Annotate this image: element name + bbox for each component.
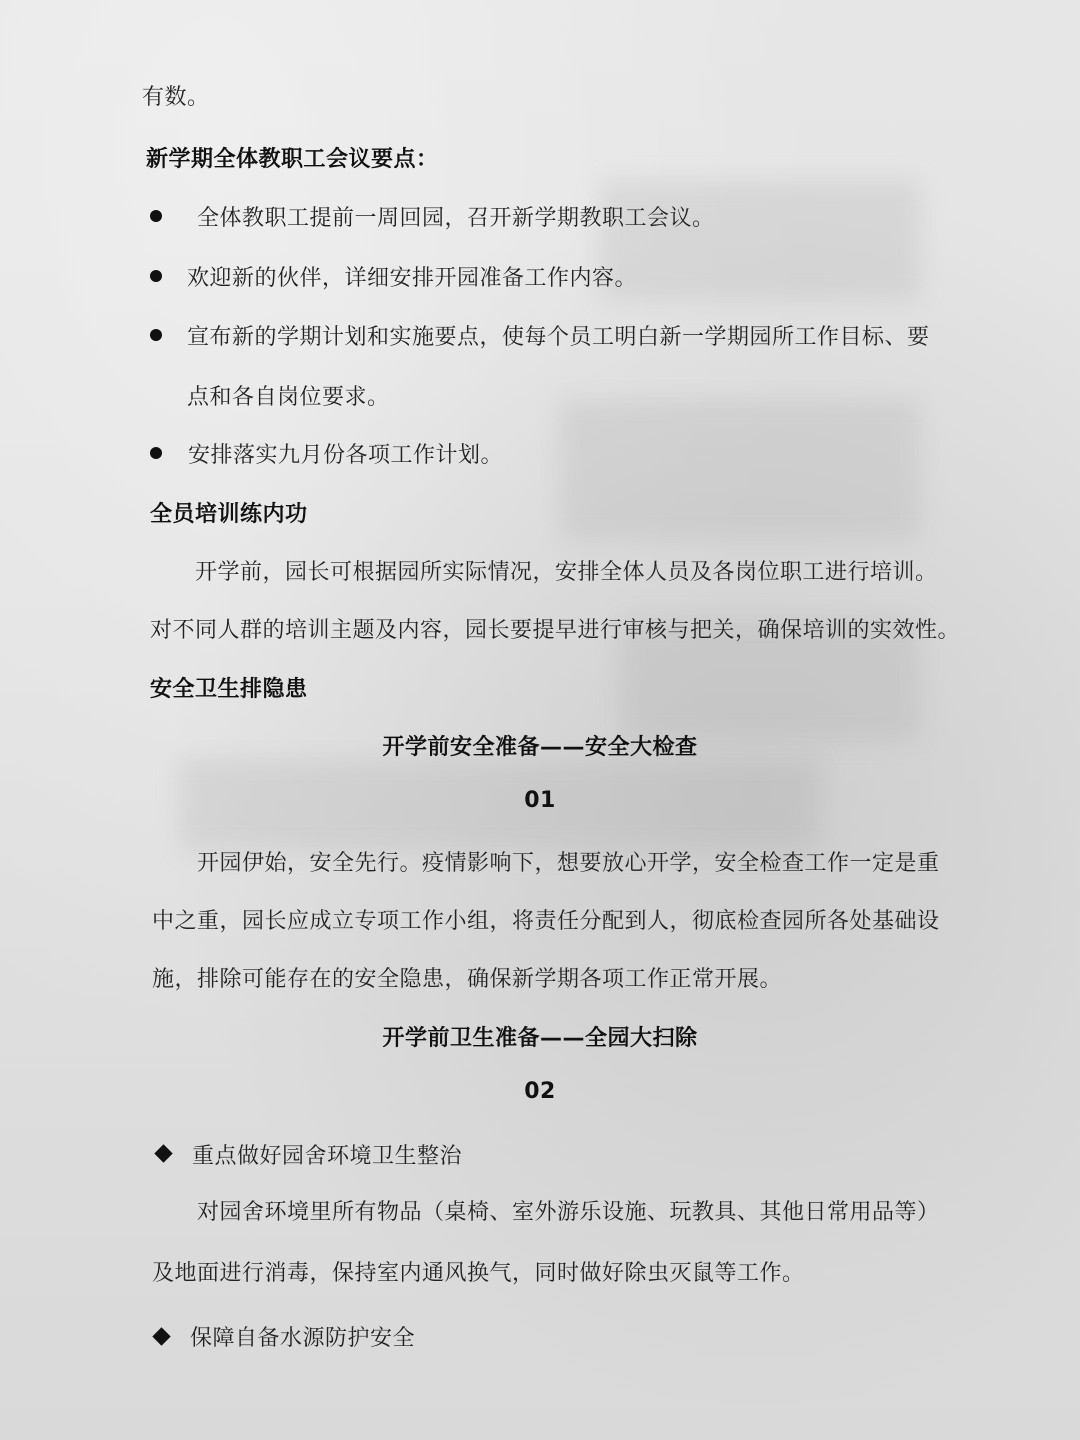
bullet-dot-icon (150, 210, 162, 222)
meeting-item: 安排落实九月份各项工作计划。 (188, 443, 504, 468)
meeting-item: 宣布新的学期计划和实施要点，使每个员工明白新一学期园所工作目标、要 (187, 325, 930, 350)
heading-training: 全员培训练内功 (150, 502, 308, 527)
safety-paragraph-line: 施，排除可能存在的安全隐患，确保新学期各项工作正常开展。 (152, 967, 783, 992)
meeting-item-continuation: 点和各自岗位要求。 (187, 385, 390, 410)
section-safety-title: 开学前安全准备——安全大检查 (382, 735, 698, 760)
safety-paragraph-line: 开园伊始，安全先行。疫情影响下，想要放心开学，安全检查工作一定是重 (197, 851, 940, 876)
hygiene-item: 重点做好园舍环境卫生整治 (192, 1144, 463, 1169)
safety-paragraph-line: 中之重，园长应成立专项工作小组，将责任分配到人，彻底检查园所各处基础设 (152, 909, 940, 934)
hygiene-paragraph-line: 及地面进行消毒，保持室内通风换气，同时做好除虫灭鼠等工作。 (152, 1261, 805, 1286)
meeting-item: 欢迎新的伙伴，详细安排开园准备工作内容。 (187, 266, 638, 291)
hygiene-item: 保障自备水源防护安全 (190, 1326, 416, 1351)
meeting-item: 全体教职工提前一周回园，召开新学期教职工会议。 (197, 206, 715, 231)
section-safety-number: 01 (524, 788, 556, 813)
bleed-through-shadow (600, 180, 920, 300)
bullet-dot-icon (150, 329, 162, 341)
bullet-diamond-icon (152, 1327, 170, 1345)
section-hygiene-title: 开学前卫生准备——全园大扫除 (382, 1026, 698, 1051)
hygiene-paragraph-line: 对园舍环境里所有物品（桌椅、室外游乐设施、玩教具、其他日常用品等） (197, 1200, 940, 1225)
heading-meeting: 新学期全体教职工会议要点： (146, 147, 439, 172)
bleed-through-shadow (560, 400, 920, 540)
bullet-diamond-icon (154, 1144, 172, 1162)
training-paragraph-line: 开学前，园长可根据园所实际情况，安排全体人员及各岗位职工进行培训。 (195, 560, 938, 585)
bullet-dot-icon (150, 270, 162, 282)
paragraph-fragment: 有数。 (142, 85, 210, 110)
section-hygiene-number: 02 (524, 1079, 556, 1104)
bullet-dot-icon (150, 447, 162, 459)
training-paragraph-line: 对不同人群的培训主题及内容，园长要提早进行审核与把关，确保培训的实效性。 (150, 618, 961, 643)
heading-safety: 安全卫生排隐患 (150, 677, 308, 702)
